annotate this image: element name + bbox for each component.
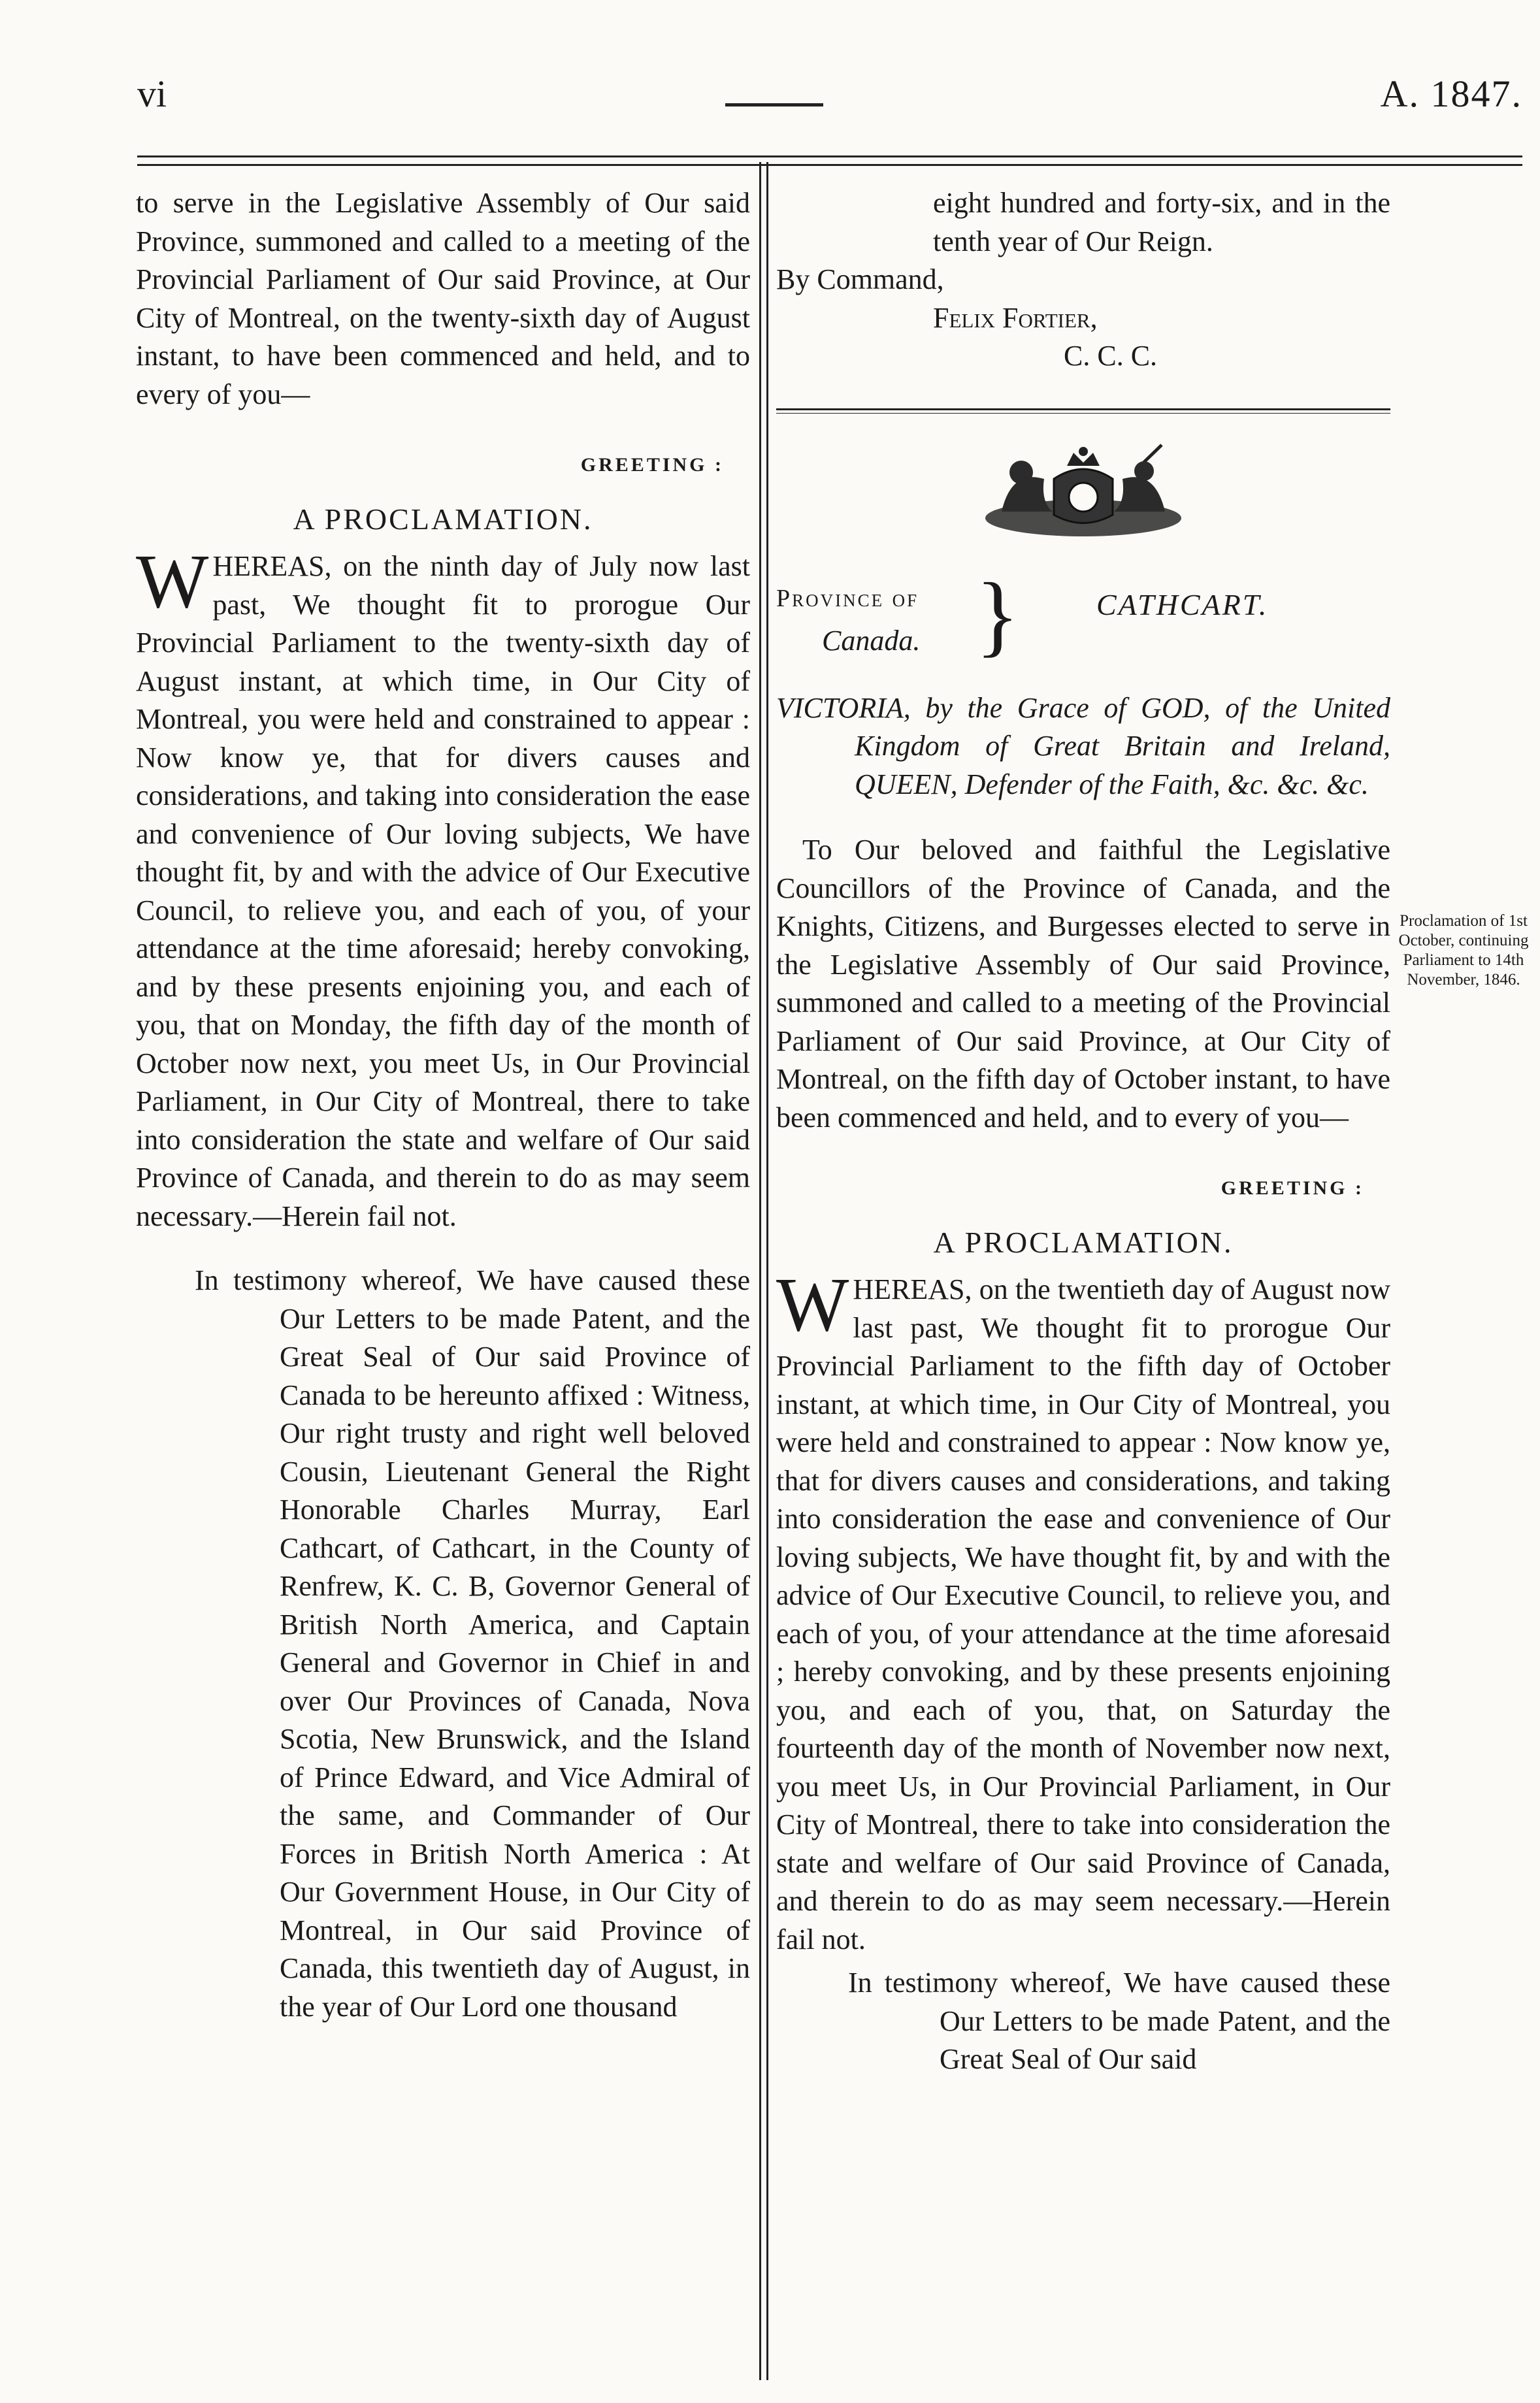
margin-note: Proclamation of 1st October, continuing Parliament to 14th November, 1846. [1398, 912, 1529, 989]
right-proclamation-title: A PROCLAMATION. [933, 1225, 1234, 1259]
right-testimony: In testimony whereof, We have caused these Our Letters to be made Patent, and the Great Seal of Our said [848, 1967, 1390, 2075]
section-rule [776, 408, 1390, 414]
province-name: Canada. [822, 624, 921, 657]
right-proclamation-body [776, 1262, 1390, 1959]
salutation: To Our beloved and faithful the Legislative Councillors of the Province of Canada, and the Knights, Citizens, and Burgesses elected to serve in the Legislative Assembly of Our said Province, summoned and called to a meeting of the Provincial Parliament of Our said Province, at Our City of Montreal, on the fifth day of October instant, to have been commenced and held, and to every of you— [776, 834, 1390, 1134]
left-column [136, 184, 750, 2026]
right-body-text: HEREAS, on the twentieth day of August now last past, We thought fit to prorogue Our Provincial Parliament to the fifth day of October instant, at which time, in Our City of Montreal, you were held and constrained to appear : Now know ye, that for divers causes and considerations, and taking into consideration the ease and convenience of Our loving subjects, We have thought fit, by and with the advice of Our Executive Council, to relieve you, and each of you, of your attendance at the time aforesaid ; hereby convoking, and by these presents enjoining you, and each of you, that, on Saturday the fourteenth day of the month of November now next, you meet Us, in Our Provincial Parliament, in Our City of Montreal, there to take into consideration the state and welfare of Our said Province of Canada, and therein to do as may seem necessary.—Herein fail not. [776, 1273, 1390, 1955]
province-block [776, 560, 1390, 678]
left-testimony: In testimony whereof, We have caused these Our Letters to be made Patent, and the Great Seal of Our said Province of Canada to be hereunto affixed : Witness, Our right trusty and right well beloved Cousin, Lieutenant General the Right Honorable Charles Murray, Earl Cathcart, of Cathcart, in the County of Renfrew, K. C. B, Governor General of British North America, and Captain General and Governor in Chief in and over Our Provinces of Canada, Nova Scotia, New Brunswick, and the Island of Prince Edward, and Vice Admiral of the same, and Commander of Our Forces in British North America : At Our Government House, in Our City of Montreal, in Our said Province of Canada, this twentieth day of August, in the year of Our Lord one thousand [195, 1264, 750, 2023]
signatory: Felix Fortier, [933, 301, 1098, 334]
right-dropcap: W [776, 1262, 849, 1347]
header-rule [137, 155, 1522, 166]
signatory-title: C. C. C. [1064, 340, 1158, 372]
royal-coat-of-arms-icon [975, 440, 1191, 544]
right-greeting: GREETING : [1221, 1177, 1364, 1199]
brace-icon: } [975, 564, 1020, 666]
right-column [776, 184, 1390, 2079]
left-dropcap: W [136, 538, 209, 624]
header-dash [725, 103, 823, 106]
by-command: By Command, [776, 263, 944, 295]
left-continuation: to serve in the Legislative Assembly of Our said Province, summoned and called to a meeting of the Provincial Parliament of Our said Province, at Our City of Montreal, on the twenty-sixth day of August instant, to have been commenced and held, and to every of you— [136, 187, 750, 410]
province-of: Province of [776, 584, 919, 612]
left-body-text: HEREAS, on the ninth day of July now last past, We thought fit to prorogue Our Provincial Parliament to the twenty-sixth day of August instant, at which time, in Our City of Montreal, you were held and constrained to appear : Now know ye, that for divers causes and considerations, and taking into consideration the ease and convenience of Our loving subjects, We have thought fit, by and with the advice of Our Executive Council, to relieve you, and each of you, of your attendance at the time aforesaid; hereby convoking, and by these presents enjoining you, and each of you, that on Monday, the fifth day of the month of October now next, you meet Us, in Our Provincial Parliament, in Our City of Montreal, there to take into consideration the state and welfare of Our said Province of Canada, and therein to do as may seem necessary.—Herein fail not. [136, 550, 750, 1232]
governor-name: CATHCART. [1096, 587, 1269, 621]
header-year: A. 1847. [1380, 73, 1522, 115]
left-proclamation-title: A PROCLAMATION. [293, 502, 593, 536]
left-greeting: GREETING : [580, 454, 724, 476]
page-header [137, 72, 1522, 131]
victoria-style: VICTORIA, by the Grace of GOD, of the United Kingdom of Great Britain and Ireland, QUEEN, Defender of the Faith, &c. &c. &c. [776, 691, 1390, 800]
page-number: vi [137, 73, 167, 115]
right-continuation: eight hundred and forty-six, and in the tenth year of Our Reign. [933, 187, 1390, 257]
left-proclamation-body [136, 538, 750, 1235]
column-divider [759, 162, 768, 2380]
